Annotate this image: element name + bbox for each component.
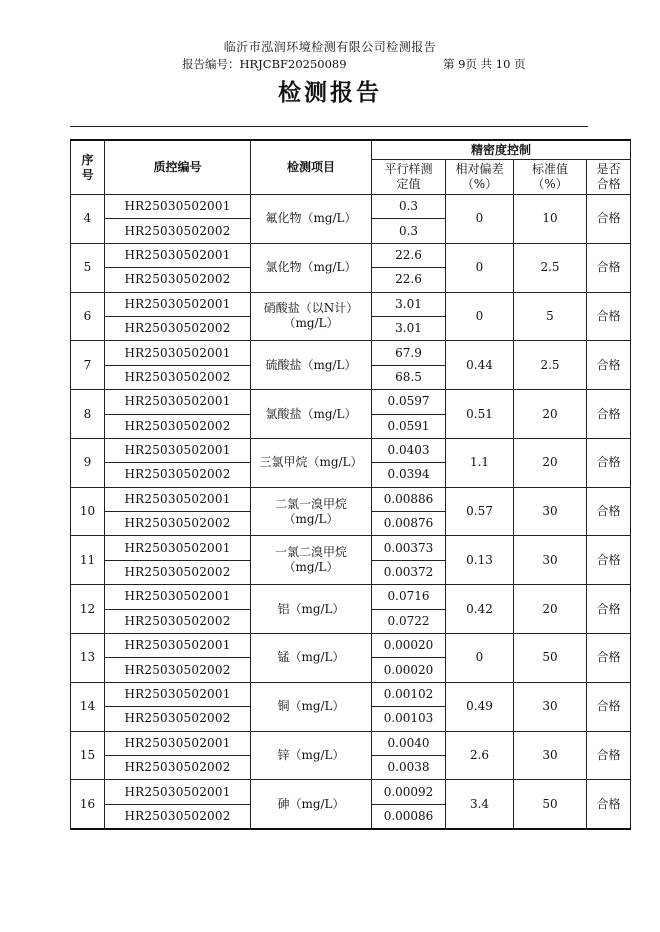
relative-deviation-cell: 0.13 xyxy=(446,536,514,585)
qc-id-cell: HR25030502002 xyxy=(105,463,251,487)
standard-value-cell: 30 xyxy=(514,731,587,780)
qc-id-cell: HR25030502001 xyxy=(105,195,251,219)
relative-deviation-cell: 0 xyxy=(446,243,514,292)
parallel-value-cell: 3.01 xyxy=(372,316,446,340)
quality-control-table xyxy=(70,139,631,830)
relative-deviation-cell: 0.51 xyxy=(446,390,514,439)
relative-deviation-cell: 0 xyxy=(446,292,514,341)
relative-deviation-cell: 0.49 xyxy=(446,682,514,731)
page-indicator: 第 9页 共 10 页 xyxy=(443,57,526,71)
qc-id-cell: HR25030502002 xyxy=(105,755,251,779)
pass-cell: 合格 xyxy=(587,390,631,439)
parallel-value-cell: 0.00020 xyxy=(372,634,446,658)
seq-cell: 5 xyxy=(71,243,105,292)
parallel-value-cell: 0.0591 xyxy=(372,414,446,438)
parallel-value-cell: 22.6 xyxy=(372,268,446,292)
seq-cell: 10 xyxy=(71,487,105,536)
standard-value-cell: 30 xyxy=(514,682,587,731)
test-item-cell: 二氯一溴甲烷（mg/L） xyxy=(251,487,372,536)
table-row xyxy=(71,341,631,365)
seq-cell: 13 xyxy=(71,634,105,683)
pass-cell: 合格 xyxy=(587,292,631,341)
parallel-value-cell: 0.0038 xyxy=(372,755,446,779)
standard-value-cell: 50 xyxy=(514,780,587,829)
standard-value-cell: 2.5 xyxy=(514,341,587,390)
qc-id-cell: HR25030502002 xyxy=(105,609,251,633)
standard-value-cell: 30 xyxy=(514,536,587,585)
pass-cell: 合格 xyxy=(587,682,631,731)
seq-cell: 12 xyxy=(71,585,105,634)
pass-cell: 合格 xyxy=(587,780,631,829)
relative-deviation-cell: 0.42 xyxy=(446,585,514,634)
qc-id-cell: HR25030502002 xyxy=(105,560,251,584)
seq-cell: 16 xyxy=(71,780,105,829)
parallel-value-cell: 0.00092 xyxy=(372,780,446,804)
qc-id-cell: HR25030502001 xyxy=(105,292,251,316)
pass-cell: 合格 xyxy=(587,341,631,390)
header-relative-deviation: 相对偏差（%） xyxy=(446,160,514,195)
qc-id-cell: HR25030502001 xyxy=(105,341,251,365)
parallel-value-cell: 0.00103 xyxy=(372,707,446,731)
test-item-cell: 砷（mg/L） xyxy=(251,780,372,829)
parallel-value-cell: 0.00373 xyxy=(372,536,446,560)
test-item-cell: 锌（mg/L） xyxy=(251,731,372,780)
parallel-value-cell: 0.3 xyxy=(372,195,446,219)
parallel-value-cell: 0.0040 xyxy=(372,731,446,755)
parallel-value-cell: 0.3 xyxy=(372,219,446,243)
page-title: 检测报告 xyxy=(278,80,382,106)
standard-value-cell: 50 xyxy=(514,634,587,683)
standard-value-cell: 30 xyxy=(514,487,587,536)
test-item-cell: 铜（mg/L） xyxy=(251,682,372,731)
table-row xyxy=(71,634,631,658)
pass-cell: 合格 xyxy=(587,438,631,487)
parallel-value-cell: 0.0722 xyxy=(372,609,446,633)
qc-id-cell: HR25030502002 xyxy=(105,414,251,438)
table-row xyxy=(71,682,631,706)
pass-cell: 合格 xyxy=(587,585,631,634)
parallel-value-cell: 22.6 xyxy=(372,243,446,267)
relative-deviation-cell: 0 xyxy=(446,634,514,683)
report-number: 报告编号：HRJCBF20250089 xyxy=(182,57,347,71)
relative-deviation-cell: 0 xyxy=(446,195,514,244)
test-item-cell: 锰（mg/L） xyxy=(251,634,372,683)
standard-value-cell: 20 xyxy=(514,438,587,487)
standard-value-cell: 5 xyxy=(514,292,587,341)
qc-id-cell: HR25030502002 xyxy=(105,707,251,731)
qc-id-cell: HR25030502002 xyxy=(105,316,251,340)
test-item-cell: 硫酸盐（mg/L） xyxy=(251,341,372,390)
table-row xyxy=(71,487,631,511)
standard-value-cell: 2.5 xyxy=(514,243,587,292)
seq-cell: 14 xyxy=(71,682,105,731)
header-divider xyxy=(70,126,588,127)
pass-cell: 合格 xyxy=(587,195,631,244)
qc-id-cell: HR25030502002 xyxy=(105,512,251,536)
relative-deviation-cell: 1.1 xyxy=(446,438,514,487)
parallel-value-cell: 68.5 xyxy=(372,365,446,389)
seq-cell: 7 xyxy=(71,341,105,390)
qc-id-cell: HR25030502001 xyxy=(105,390,251,414)
test-item-cell: 氟化物（mg/L） xyxy=(251,195,372,244)
test-item-cell: 铝（mg/L） xyxy=(251,585,372,634)
company-header: 临沂市泓润环境检测有限公司检测报告 xyxy=(223,40,437,54)
table-row xyxy=(71,780,631,804)
qc-id-cell: HR25030502001 xyxy=(105,731,251,755)
table-row xyxy=(71,195,631,219)
standard-value-cell: 20 xyxy=(514,390,587,439)
pass-cell: 合格 xyxy=(587,634,631,683)
seq-cell: 8 xyxy=(71,390,105,439)
parallel-value-cell: 0.00372 xyxy=(372,560,446,584)
qc-id-cell: HR25030502002 xyxy=(105,658,251,682)
header-pass: 是否合格 xyxy=(587,160,631,195)
header-seq: 序号 xyxy=(71,140,105,195)
test-item-cell: 三氯甲烷（mg/L） xyxy=(251,438,372,487)
test-item-cell: 氯化物（mg/L） xyxy=(251,243,372,292)
seq-cell: 15 xyxy=(71,731,105,780)
qc-id-cell: HR25030502001 xyxy=(105,536,251,560)
parallel-value-cell: 0.00020 xyxy=(372,658,446,682)
table-body xyxy=(71,195,631,830)
qc-id-cell: HR25030502001 xyxy=(105,634,251,658)
parallel-value-cell: 3.01 xyxy=(372,292,446,316)
header-precision-control: 精密度控制 xyxy=(372,140,631,160)
qc-id-cell: HR25030502002 xyxy=(105,268,251,292)
pass-cell: 合格 xyxy=(587,731,631,780)
relative-deviation-cell: 3.4 xyxy=(446,780,514,829)
pass-cell: 合格 xyxy=(587,536,631,585)
qc-id-cell: HR25030502002 xyxy=(105,804,251,829)
seq-cell: 4 xyxy=(71,195,105,244)
seq-cell: 6 xyxy=(71,292,105,341)
test-item-cell: 一氯二溴甲烷（mg/L） xyxy=(251,536,372,585)
parallel-value-cell: 0.0597 xyxy=(372,390,446,414)
qc-id-cell: HR25030502001 xyxy=(105,243,251,267)
standard-value-cell: 10 xyxy=(514,195,587,244)
table-row xyxy=(71,292,631,316)
qc-id-cell: HR25030502001 xyxy=(105,487,251,511)
table-row xyxy=(71,585,631,609)
table-row xyxy=(71,438,631,462)
parallel-value-cell: 67.9 xyxy=(372,341,446,365)
relative-deviation-cell: 2.6 xyxy=(446,731,514,780)
test-item-cell: 硝酸盐（以N计）（mg/L） xyxy=(251,292,372,341)
standard-value-cell: 20 xyxy=(514,585,587,634)
seq-cell: 11 xyxy=(71,536,105,585)
table-row xyxy=(71,731,631,755)
parallel-value-cell: 0.00876 xyxy=(372,512,446,536)
seq-cell: 9 xyxy=(71,438,105,487)
relative-deviation-cell: 0.44 xyxy=(446,341,514,390)
parallel-value-cell: 0.0716 xyxy=(372,585,446,609)
header-test-item: 检测项目 xyxy=(251,140,372,195)
qc-id-cell: HR25030502001 xyxy=(105,585,251,609)
table-row xyxy=(71,536,631,560)
parallel-value-cell: 0.0403 xyxy=(372,438,446,462)
qc-id-cell: HR25030502001 xyxy=(105,682,251,706)
pass-cell: 合格 xyxy=(587,487,631,536)
parallel-value-cell: 0.00102 xyxy=(372,682,446,706)
table-row xyxy=(71,243,631,267)
qc-id-cell: HR25030502001 xyxy=(105,438,251,462)
parallel-value-cell: 0.00086 xyxy=(372,804,446,829)
pass-cell: 合格 xyxy=(587,243,631,292)
header-standard-value: 标准值（%） xyxy=(514,160,587,195)
test-item-cell: 氯酸盐（mg/L） xyxy=(251,390,372,439)
parallel-value-cell: 0.00886 xyxy=(372,487,446,511)
table-row xyxy=(71,390,631,414)
qc-id-cell: HR25030502002 xyxy=(105,219,251,243)
qc-id-cell: HR25030502002 xyxy=(105,365,251,389)
parallel-value-cell: 0.0394 xyxy=(372,463,446,487)
relative-deviation-cell: 0.57 xyxy=(446,487,514,536)
qc-id-cell: HR25030502001 xyxy=(105,780,251,804)
header-parallel-value: 平行样测定值 xyxy=(372,160,446,195)
header-qc-id: 质控编号 xyxy=(105,140,251,195)
